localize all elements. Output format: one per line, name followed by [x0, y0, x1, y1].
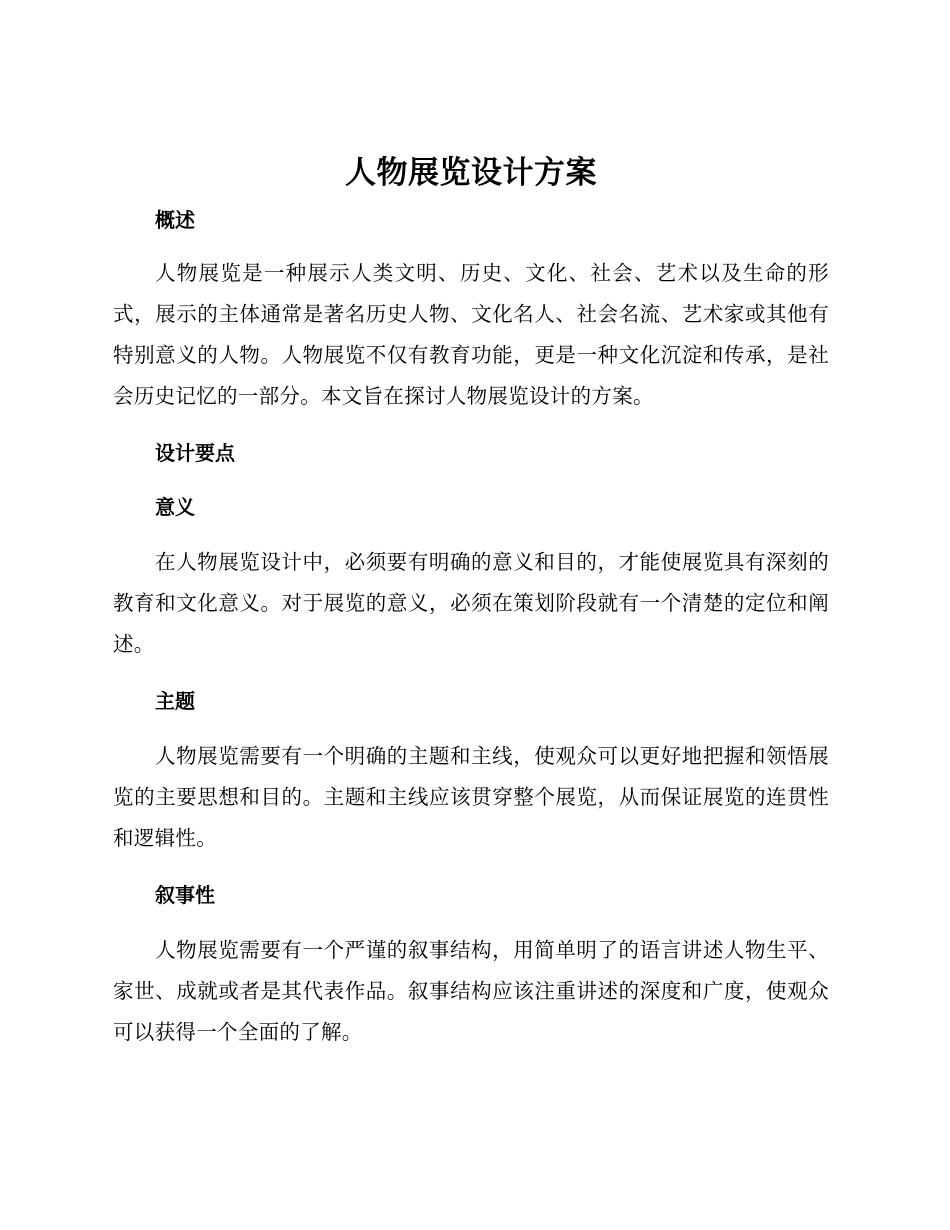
paragraph-theme: 人物展览需要有一个明确的主题和主线，使观众可以更好地把握和领悟展览的主要思想和目的。主题和主线应该贯穿整个展览，从而保证展览的连贯性和逻辑性。 — [113, 744, 829, 850]
subsection-heading-meaning: 意义 — [155, 495, 195, 519]
document-title: 人物展览设计方案 — [345, 155, 597, 191]
paragraph-meaning: 在人物展览设计中，必须要有明确的意义和目的，才能使展览具有深刻的教育和文化意义。对于展览的意义，必须在策划阶段就有一个清楚的定位和阐述。 — [113, 550, 829, 656]
paragraph-overview: 人物展览是一种展示人类文明、历史、文化、社会、艺术以及生命的形式，展示的主体通常是著名历史人物、文化名人、社会名流、艺术家或其他有特别意义的人物。人物展览不仅有教育功能，更是一种文化沉淀和传承，是社会历史记忆的一部分。本文旨在探讨人物展览设计的方案。 — [113, 261, 829, 408]
subsection-heading-theme: 主题 — [155, 689, 195, 713]
section-heading-overview: 概述 — [155, 208, 195, 232]
section-heading-design-points: 设计要点 — [155, 441, 235, 465]
document-body — [113, 150, 829, 1053]
paragraph-narrative: 人物展览需要有一个严谨的叙事结构，用简单明了的语言讲述人物生平、家世、成就或者是其代表作品。叙事结构应该注重讲述的深度和广度，使观众可以获得一个全面的了解。 — [113, 938, 829, 1044]
subsection-heading-narrative: 叙事性 — [155, 883, 215, 907]
